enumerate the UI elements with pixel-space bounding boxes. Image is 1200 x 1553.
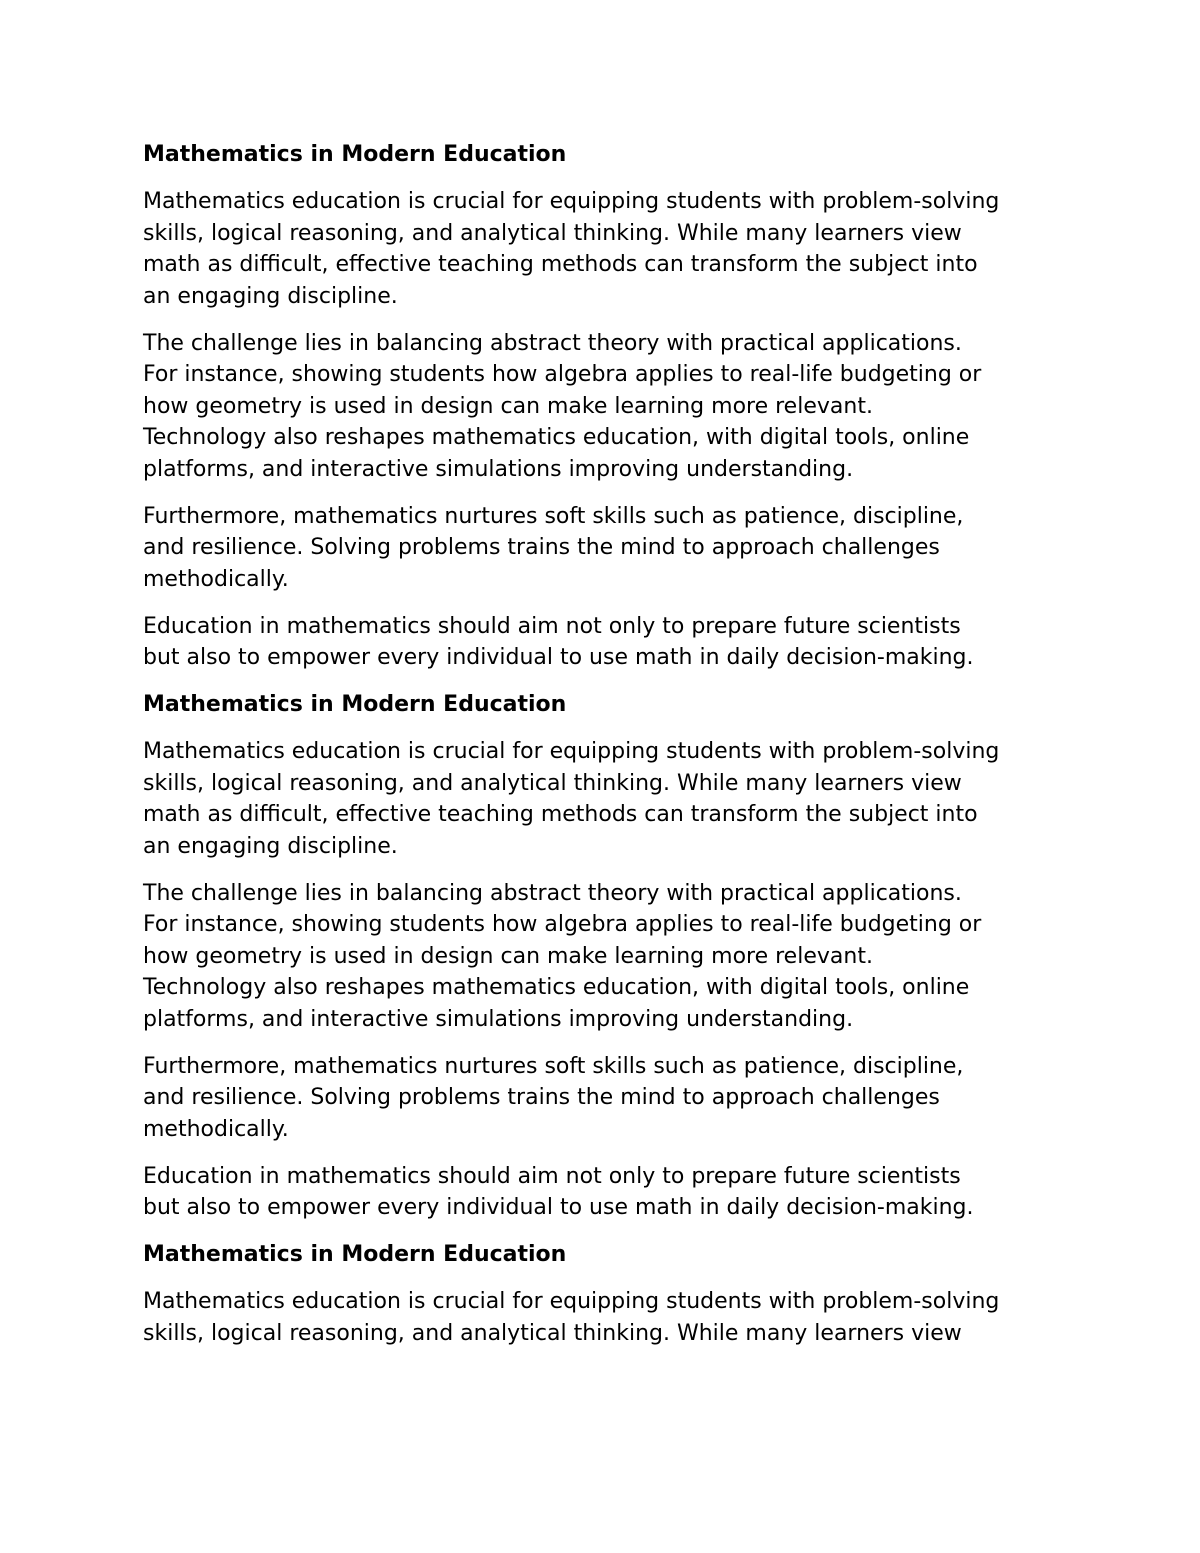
text-line: skills, logical reasoning, and analytical thinking. While many learners view [143, 220, 962, 246]
text-line: methodically. [143, 1116, 289, 1142]
section-heading: Mathematics in Modern Education [143, 142, 567, 167]
section-heading: Mathematics in Modern Education [143, 1242, 567, 1267]
text-line: an engaging discipline. [143, 833, 398, 859]
text-line: and resilience. Solving problems trains the mind to approach challenges [143, 1085, 940, 1110]
paragraph [143, 186, 1073, 312]
paragraph [143, 1051, 1073, 1146]
text-line: math as difficult, effective teaching methods can transform the subject into [143, 252, 978, 277]
text-line: but also to empower every individual to use math in daily decision-making. [143, 645, 974, 670]
text-line: For instance, showing students how algebra applies to real-life budgeting or [143, 362, 982, 387]
text-line: Education in mathematics should aim not only to prepare future scientists [143, 613, 961, 639]
paragraph [143, 1161, 1073, 1224]
text-line: math as difficult, effective teaching methods can transform the subject into [143, 802, 978, 827]
text-line: an engaging discipline. [143, 283, 398, 309]
text-line: Mathematics education is crucial for equipping students with problem-solving [143, 739, 1000, 764]
text-line: methodically. [143, 566, 289, 592]
text-line: how geometry is used in design can make learning more relevant. [143, 943, 873, 969]
document-body [143, 139, 1073, 1365]
text-line: The challenge lies in balancing abstract theory with practical applications. [143, 330, 962, 356]
text-line: Mathematics education is crucial for equipping students with problem-solving [143, 1289, 1000, 1314]
paragraph [143, 501, 1073, 596]
text-line: Technology also reshapes mathematics education, with digital tools, online [143, 975, 970, 1000]
text-line: For instance, showing students how algebra applies to real-life budgeting or [143, 912, 982, 937]
text-line: Mathematics education is crucial for equipping students with problem-solving [143, 189, 1000, 214]
text-line: skills, logical reasoning, and analytical thinking. While many learners view [143, 770, 962, 796]
text-line: The challenge lies in balancing abstract theory with practical applications. [143, 880, 962, 906]
text-line: Education in mathematics should aim not only to prepare future scientists [143, 1163, 961, 1189]
text-line: and resilience. Solving problems trains the mind to approach challenges [143, 535, 940, 560]
paragraph [143, 878, 1073, 1036]
text-line: Furthermore, mathematics nurtures soft skills such as patience, discipline, [143, 1053, 964, 1079]
text-line: skills, logical reasoning, and analytical thinking. While many learners view [143, 1320, 962, 1346]
paragraph [143, 736, 1073, 862]
text-line: but also to empower every individual to use math in daily decision-making. [143, 1195, 974, 1220]
paragraph [143, 328, 1073, 486]
text-line: how geometry is used in design can make learning more relevant. [143, 393, 873, 419]
text-line: platforms, and interactive simulations improving understanding. [143, 1006, 854, 1032]
paragraph [143, 611, 1073, 674]
text-line: Technology also reshapes mathematics education, with digital tools, online [143, 425, 970, 450]
paragraph [143, 1286, 1073, 1349]
text-line: Furthermore, mathematics nurtures soft skills such as patience, discipline, [143, 503, 964, 529]
section-heading: Mathematics in Modern Education [143, 692, 567, 717]
text-line: platforms, and interactive simulations improving understanding. [143, 456, 854, 482]
